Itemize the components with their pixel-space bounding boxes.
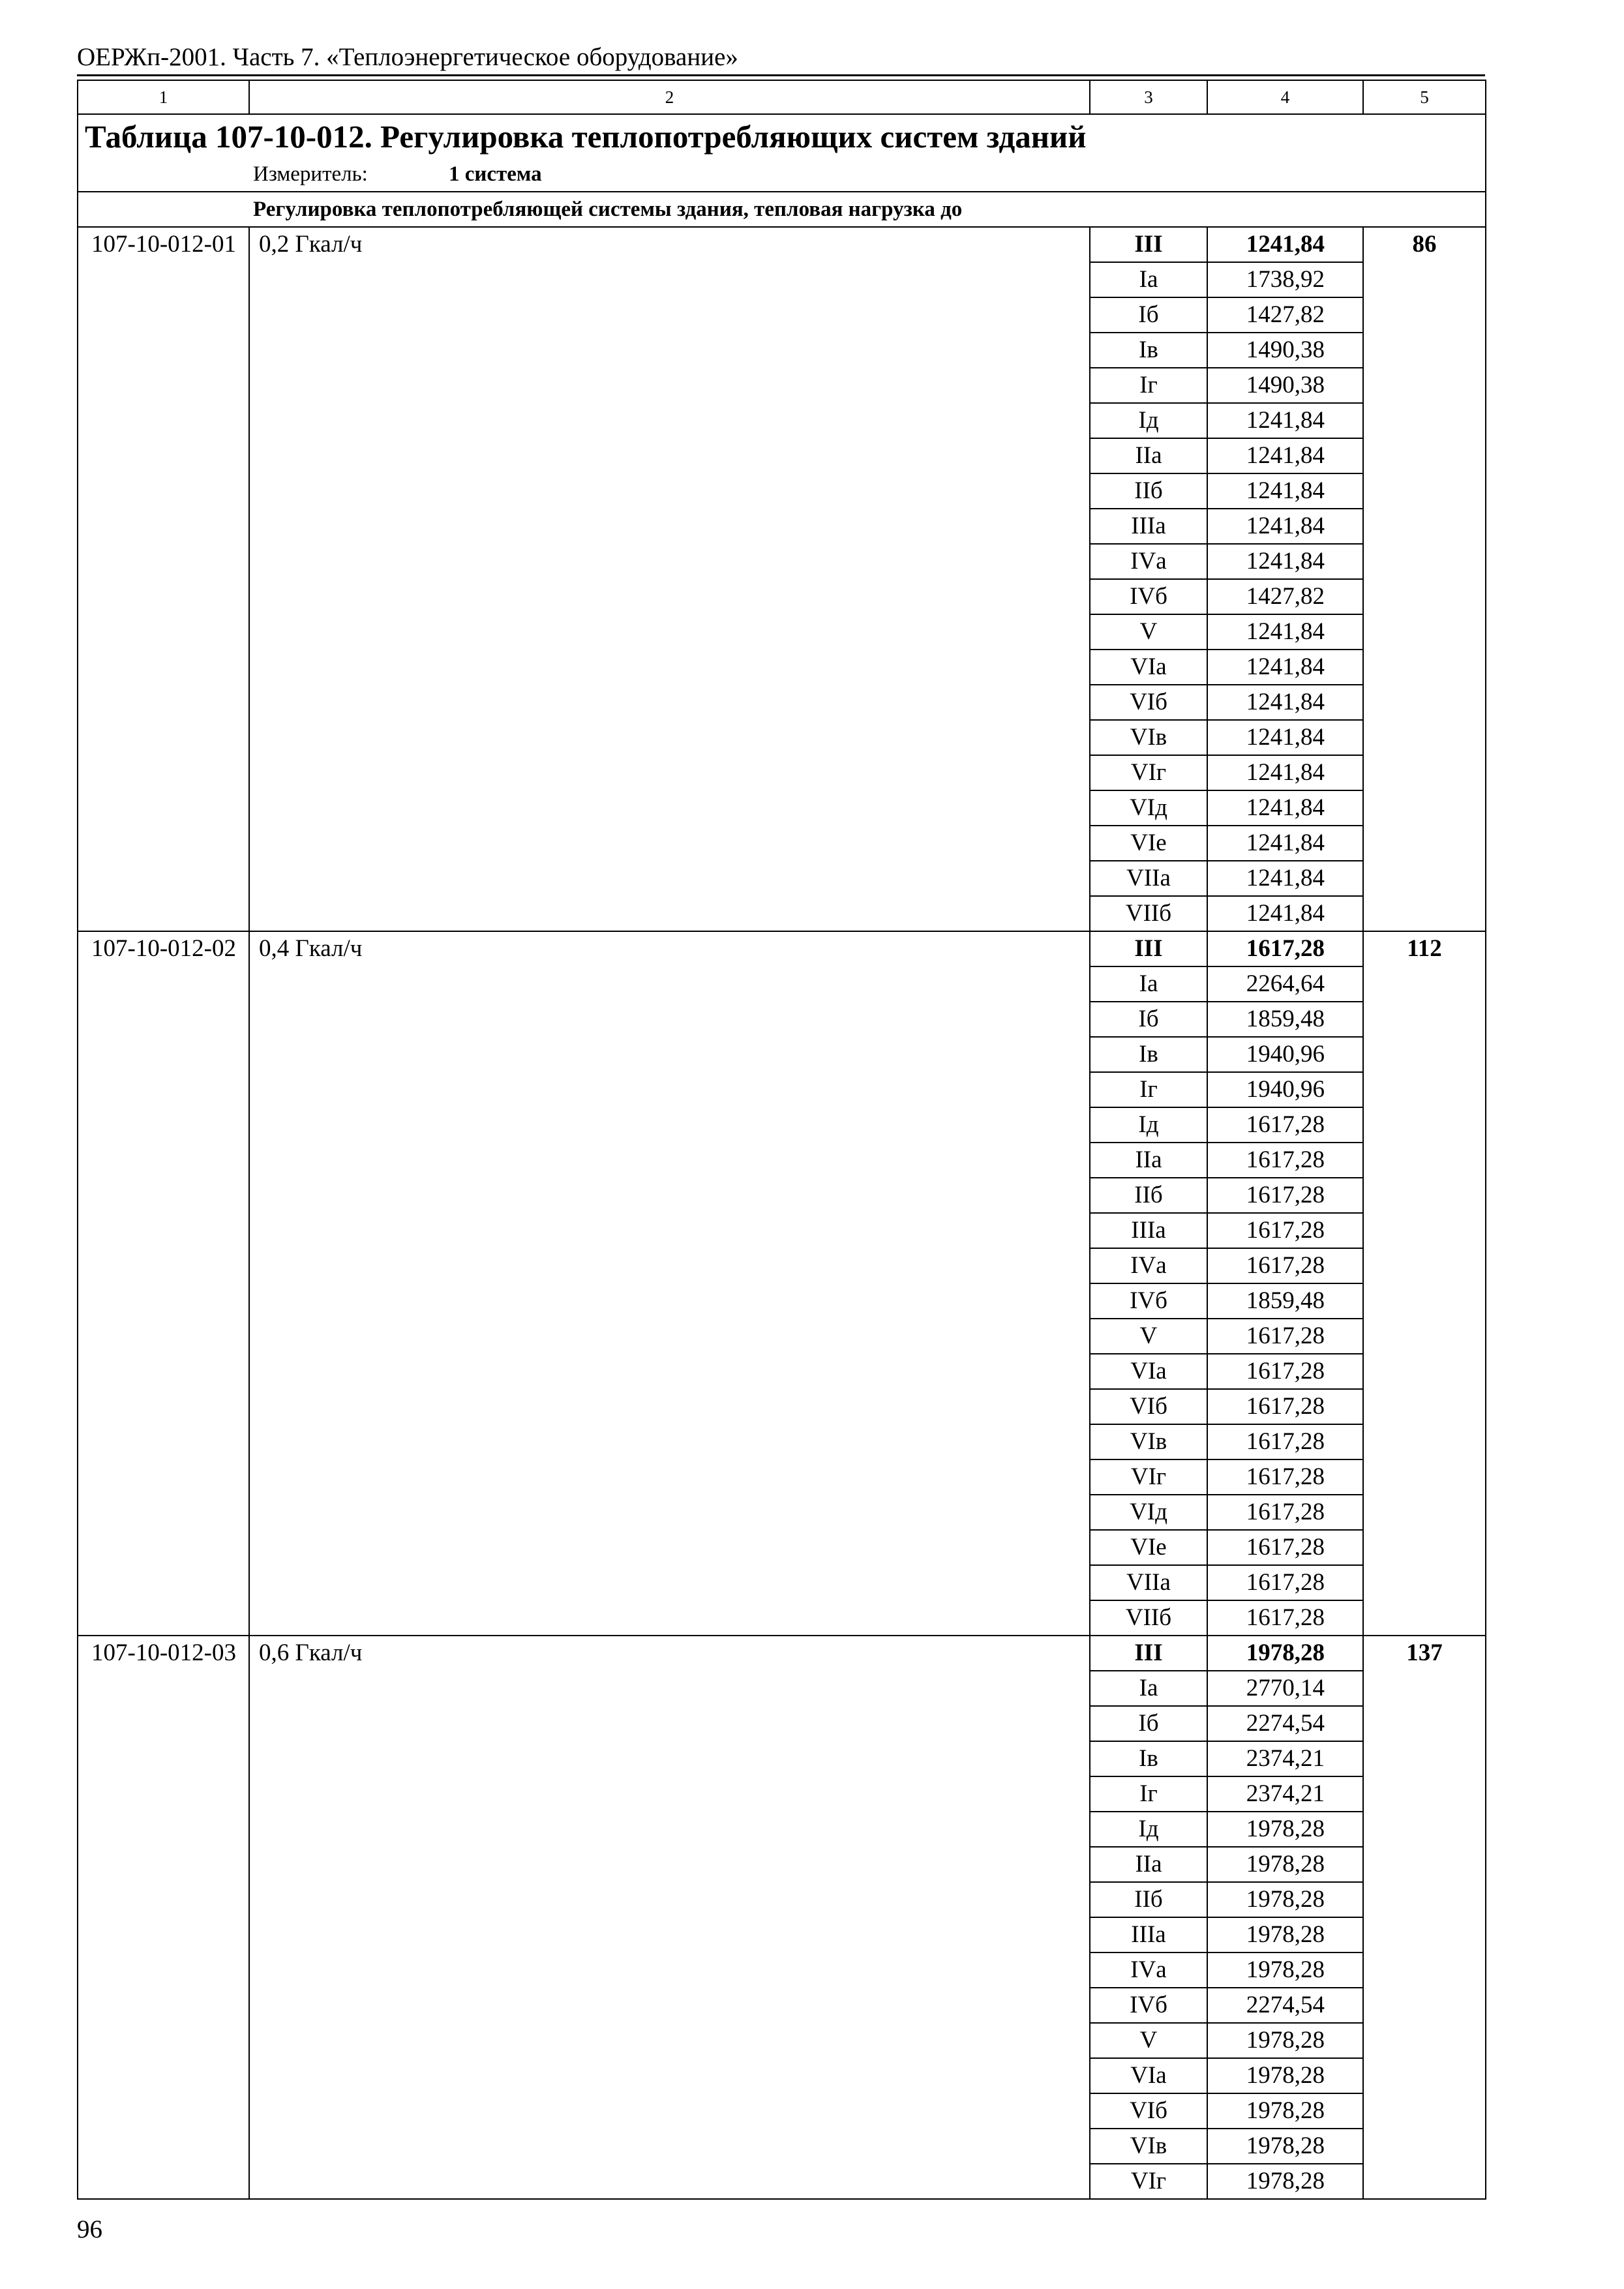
price-cell: 1617,28: [1207, 1319, 1363, 1354]
zone-cell: Iд: [1090, 1107, 1207, 1143]
zone-cell: Iв: [1090, 1741, 1207, 1776]
zone-cell: VIб: [1090, 2093, 1207, 2129]
zone-cell: Iг: [1090, 1072, 1207, 1107]
item-col5: 137: [1363, 1636, 1486, 2199]
zone-cell: VIг: [1090, 755, 1207, 790]
zone-cell: III: [1090, 931, 1207, 966]
item-code: 107-10-012-01: [78, 227, 249, 931]
zone-cell: Iв: [1090, 1037, 1207, 1072]
measure-line: [78, 158, 1485, 190]
zone-cell: III: [1090, 1636, 1207, 1671]
zone-cell: VIв: [1090, 1424, 1207, 1459]
price-cell: 1617,28: [1207, 1530, 1363, 1565]
price-cell: 1241,84: [1207, 509, 1363, 544]
zone-cell: Iб: [1090, 1002, 1207, 1037]
column-number-row: [78, 80, 1486, 114]
item-description: 0,2 Гкал/ч: [249, 227, 1090, 931]
zone-cell: VIа: [1090, 1354, 1207, 1389]
price-cell: 2274,54: [1207, 1988, 1363, 2023]
zone-cell: VIIб: [1090, 1600, 1207, 1636]
rates-table: [77, 80, 1486, 2200]
price-cell: 1978,28: [1207, 2023, 1363, 2058]
zone-cell: VIд: [1090, 1495, 1207, 1530]
zone-cell: VIв: [1090, 720, 1207, 755]
table-title-row: [78, 114, 1486, 192]
price-cell: 1617,28: [1207, 1213, 1363, 1248]
price-cell: 1978,28: [1207, 1847, 1363, 1882]
price-cell: 2374,21: [1207, 1741, 1363, 1776]
price-cell: 1617,28: [1207, 1495, 1363, 1530]
price-cell: 1617,28: [1207, 1389, 1363, 1424]
table-row: [78, 1636, 1486, 1671]
zone-cell: IVб: [1090, 579, 1207, 614]
price-cell: 1978,28: [1207, 2164, 1363, 2199]
zone-cell: Iа: [1090, 1671, 1207, 1706]
price-cell: 1490,38: [1207, 368, 1363, 403]
price-cell: 1617,28: [1207, 1178, 1363, 1213]
price-cell: 1241,84: [1207, 685, 1363, 720]
zone-cell: Iд: [1090, 403, 1207, 438]
price-cell: 1241,84: [1207, 438, 1363, 473]
zone-cell: VIа: [1090, 2058, 1207, 2093]
section-cell: [78, 192, 1486, 227]
price-cell: 1978,28: [1207, 1882, 1363, 1917]
price-cell: 1617,28: [1207, 1565, 1363, 1600]
price-cell: 1241,84: [1207, 826, 1363, 861]
zone-cell: IVа: [1090, 544, 1207, 579]
price-cell: 1241,84: [1207, 755, 1363, 790]
price-cell: 1978,28: [1207, 1636, 1363, 1671]
zone-cell: IVб: [1090, 1988, 1207, 2023]
item-description: 0,4 Гкал/ч: [249, 931, 1090, 1636]
measure-label: Измеритель:: [253, 162, 368, 186]
zone-cell: IIб: [1090, 1178, 1207, 1213]
zone-cell: IIа: [1090, 1143, 1207, 1178]
zone-cell: Iа: [1090, 966, 1207, 1002]
price-cell: 1241,84: [1207, 403, 1363, 438]
page-header: ОЕРЖп-2001. Часть 7. «Теплоэнергетическое оборудование»: [77, 43, 738, 71]
price-cell: 1617,28: [1207, 1107, 1363, 1143]
header-rule: [77, 74, 1485, 76]
price-cell: 1978,28: [1207, 2058, 1363, 2093]
zone-cell: VIе: [1090, 1530, 1207, 1565]
column-number: 2: [249, 80, 1090, 114]
zone-cell: VIIб: [1090, 896, 1207, 931]
price-cell: 1617,28: [1207, 1143, 1363, 1178]
zone-cell: VIв: [1090, 2129, 1207, 2164]
zone-cell: VIг: [1090, 2164, 1207, 2199]
price-cell: 1978,28: [1207, 1917, 1363, 1952]
item-code: 107-10-012-03: [78, 1636, 249, 2199]
price-cell: 1617,28: [1207, 931, 1363, 966]
zone-cell: IIIа: [1090, 1917, 1207, 1952]
zone-cell: IIIа: [1090, 1213, 1207, 1248]
price-cell: 1940,96: [1207, 1072, 1363, 1107]
price-cell: 1241,84: [1207, 720, 1363, 755]
table-row: [78, 227, 1486, 262]
section-title: Регулировка теплопотребляющей системы здания, тепловая нагрузка до: [253, 198, 963, 221]
zone-cell: Iа: [1090, 262, 1207, 297]
zone-cell: VIе: [1090, 826, 1207, 861]
price-cell: 1978,28: [1207, 2129, 1363, 2164]
zone-cell: IIа: [1090, 438, 1207, 473]
zone-cell: IIа: [1090, 1847, 1207, 1882]
price-cell: 1427,82: [1207, 579, 1363, 614]
item-code: 107-10-012-02: [78, 931, 249, 1636]
zone-cell: IIб: [1090, 473, 1207, 509]
item-col5: 86: [1363, 227, 1486, 931]
zone-cell: V: [1090, 1319, 1207, 1354]
zone-cell: VIг: [1090, 1459, 1207, 1495]
zone-cell: Iд: [1090, 1812, 1207, 1847]
zone-cell: IIб: [1090, 1882, 1207, 1917]
price-cell: 1978,28: [1207, 1952, 1363, 1988]
price-cell: 1241,84: [1207, 614, 1363, 650]
table-title: Таблица 107-10-012. Регулировка теплопотребляющих систем зданий: [85, 119, 1087, 155]
zone-cell: VIа: [1090, 650, 1207, 685]
zone-cell: V: [1090, 614, 1207, 650]
price-cell: 1738,92: [1207, 262, 1363, 297]
measure-value: 1 система: [449, 162, 542, 186]
price-cell: 1617,28: [1207, 1600, 1363, 1636]
price-cell: 1859,48: [1207, 1002, 1363, 1037]
price-cell: 1617,28: [1207, 1424, 1363, 1459]
zone-cell: VIIа: [1090, 861, 1207, 896]
column-number: 3: [1090, 80, 1207, 114]
price-cell: 1617,28: [1207, 1459, 1363, 1495]
price-cell: 1978,28: [1207, 1812, 1363, 1847]
zone-cell: IIIа: [1090, 509, 1207, 544]
zone-cell: Iб: [1090, 297, 1207, 333]
price-cell: 1859,48: [1207, 1283, 1363, 1319]
zone-cell: IVа: [1090, 1952, 1207, 1988]
item-col5: 112: [1363, 931, 1486, 1636]
price-cell: 1241,84: [1207, 544, 1363, 579]
column-number: 4: [1207, 80, 1363, 114]
zone-cell: Iв: [1090, 333, 1207, 368]
item-description: 0,6 Гкал/ч: [249, 1636, 1090, 2199]
price-cell: 2274,54: [1207, 1706, 1363, 1741]
zone-cell: VIд: [1090, 790, 1207, 826]
price-cell: 1617,28: [1207, 1248, 1363, 1283]
zone-cell: IVа: [1090, 1248, 1207, 1283]
price-cell: 1241,84: [1207, 650, 1363, 685]
zone-cell: VIб: [1090, 685, 1207, 720]
zone-cell: III: [1090, 227, 1207, 262]
column-number: 1: [78, 80, 249, 114]
price-cell: 1490,38: [1207, 333, 1363, 368]
column-number: 5: [1363, 80, 1486, 114]
section-row: [78, 192, 1486, 227]
zone-cell: VIб: [1090, 1389, 1207, 1424]
price-cell: 2770,14: [1207, 1671, 1363, 1706]
page-number: 96: [77, 2215, 102, 2243]
zone-cell: IVб: [1090, 1283, 1207, 1319]
price-cell: 1241,84: [1207, 790, 1363, 826]
price-cell: 1241,84: [1207, 227, 1363, 262]
price-cell: 1617,28: [1207, 1354, 1363, 1389]
price-cell: 1241,84: [1207, 896, 1363, 931]
price-cell: 1241,84: [1207, 861, 1363, 896]
zone-cell: V: [1090, 2023, 1207, 2058]
price-cell: 2374,21: [1207, 1776, 1363, 1812]
price-cell: 1978,28: [1207, 2093, 1363, 2129]
zone-cell: Iг: [1090, 1776, 1207, 1812]
table-title-cell: [78, 114, 1486, 192]
zone-cell: Iб: [1090, 1706, 1207, 1741]
price-cell: 1241,84: [1207, 473, 1363, 509]
price-cell: 2264,64: [1207, 966, 1363, 1002]
price-cell: 1427,82: [1207, 297, 1363, 333]
price-cell: 1940,96: [1207, 1037, 1363, 1072]
zone-cell: Iг: [1090, 368, 1207, 403]
zone-cell: VIIа: [1090, 1565, 1207, 1600]
table-row: [78, 931, 1486, 966]
